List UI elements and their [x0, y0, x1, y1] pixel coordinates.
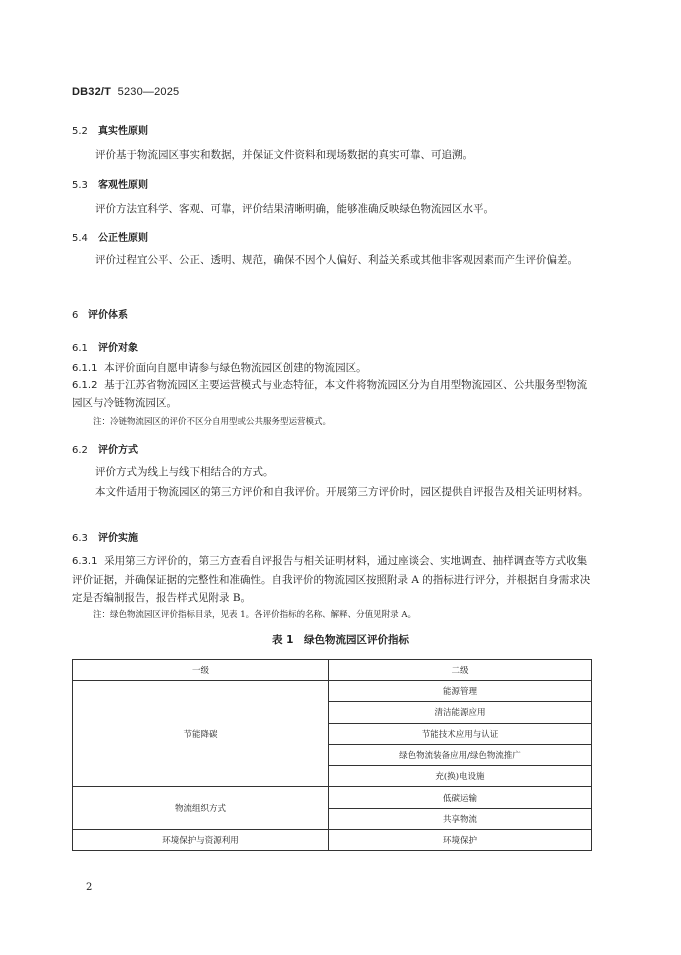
std-code: DB32/T	[72, 86, 112, 98]
heading-5-4	[72, 229, 148, 244]
level1-cell: 节能降碳	[73, 681, 329, 787]
header-level1: 一级	[73, 660, 329, 681]
header-level2: 二级	[329, 660, 592, 681]
paragraph-6-2-2: 本文件适用于物流园区的第三方评价和自我评价。开展第三方评价时，园区提供自评报告及相关证明材料。	[95, 486, 589, 498]
table-row	[73, 787, 592, 808]
heading-5-3	[72, 176, 148, 191]
heading-6	[72, 306, 128, 321]
paragraph-5-3: 评价方法宜科学、客观、可靠，评价结果清晰明确，能够准确反映绿色物流园区水平。	[95, 203, 494, 215]
clause-number: 6.1.1	[72, 363, 98, 374]
heading-number: 5.4	[72, 233, 88, 244]
heading-5-2	[72, 122, 148, 137]
level2-cell: 充(换)电设施	[329, 766, 592, 787]
heading-number: 5.2	[72, 126, 88, 137]
clause-text: 采用第三方评价的，第三方查看自评报告与相关证明材料，通过座谈会、实地调查、抽样调查等方式收集评价证据，并确保证据的完整性和准确性。自我评价的物流园区按照附录 A 的指标进行评分，并根据自身需求决定是否编制报告，报告样式见附录 B。	[72, 555, 591, 604]
heading-number: 5.3	[72, 180, 88, 191]
document-header	[72, 86, 179, 98]
heading-title: 评价方式	[98, 445, 138, 456]
clause-number: 6.1.2	[72, 380, 98, 391]
page-number: 2	[86, 882, 93, 893]
clause-number: 6.3.1	[72, 556, 98, 567]
paragraph-6-2-1: 评价方式为线上与线下相结合的方式。	[95, 466, 274, 478]
heading-title: 公正性原则	[98, 233, 148, 244]
heading-number: 6.2	[72, 445, 88, 456]
clause-6-1-2	[72, 377, 594, 412]
paragraph-5-2: 评价基于物流园区事实和数据，并保证文件资料和现场数据的真实可靠、可追溯。	[95, 149, 473, 161]
level2-cell: 清洁能源应用	[329, 702, 592, 723]
level2-cell: 绿色物流装备应用/绿色物流推广	[329, 744, 592, 765]
heading-title: 评价实施	[98, 533, 138, 544]
heading-6-1	[72, 339, 138, 354]
heading-number: 6.3	[72, 533, 88, 544]
clause-text: 基于江苏省物流园区主要运营模式与业态特征，本文件将物流园区分为自用型物流园区、公共服务型物流园区与冷链物流园区。	[72, 379, 588, 409]
note-6-3: 注：绿色物流园区评价指标目录，见表 1。各评价指标的名称、解释、分值见附录 A。	[93, 610, 416, 620]
clause-6-1-1	[72, 361, 594, 376]
heading-6-2	[72, 441, 138, 456]
note-6-1: 注：冷链物流园区的评价不区分自用型或公共服务型运营模式。	[93, 417, 332, 427]
level2-cell: 低碳运输	[329, 787, 592, 808]
heading-title: 评价对象	[98, 343, 138, 354]
heading-number: 6.1	[72, 343, 88, 354]
paragraph-5-4: 评价过程宜公平、公正、透明、规范，确保不因个人偏好、利益关系或其他非客观因素而产生评价偏差。	[95, 254, 578, 266]
heading-number: 6	[72, 310, 79, 321]
clause-6-3-1	[72, 552, 594, 607]
std-number: 5230—2025	[117, 86, 180, 98]
level2-cell: 节能技术应用与认证	[329, 723, 592, 744]
level2-cell: 能源管理	[329, 681, 592, 702]
indicator-table	[72, 659, 592, 851]
table-row	[73, 681, 592, 702]
level2-cell: 共享物流	[329, 808, 592, 829]
table-row	[73, 830, 592, 851]
level1-cell: 物流组织方式	[73, 787, 329, 830]
heading-title: 评价体系	[88, 310, 128, 321]
table-header-row	[73, 660, 592, 681]
heading-6-3	[72, 529, 138, 544]
clause-text: 本评价面向自愿申请参与绿色物流园区创建的物流园区。	[104, 362, 367, 374]
heading-title: 客观性原则	[98, 180, 148, 191]
heading-title: 真实性原则	[98, 126, 148, 137]
level2-cell: 环境保护	[329, 830, 592, 851]
level1-cell: 环境保护与资源利用	[73, 830, 329, 851]
table-caption: 表 1 绿色物流园区评价指标	[272, 634, 409, 646]
